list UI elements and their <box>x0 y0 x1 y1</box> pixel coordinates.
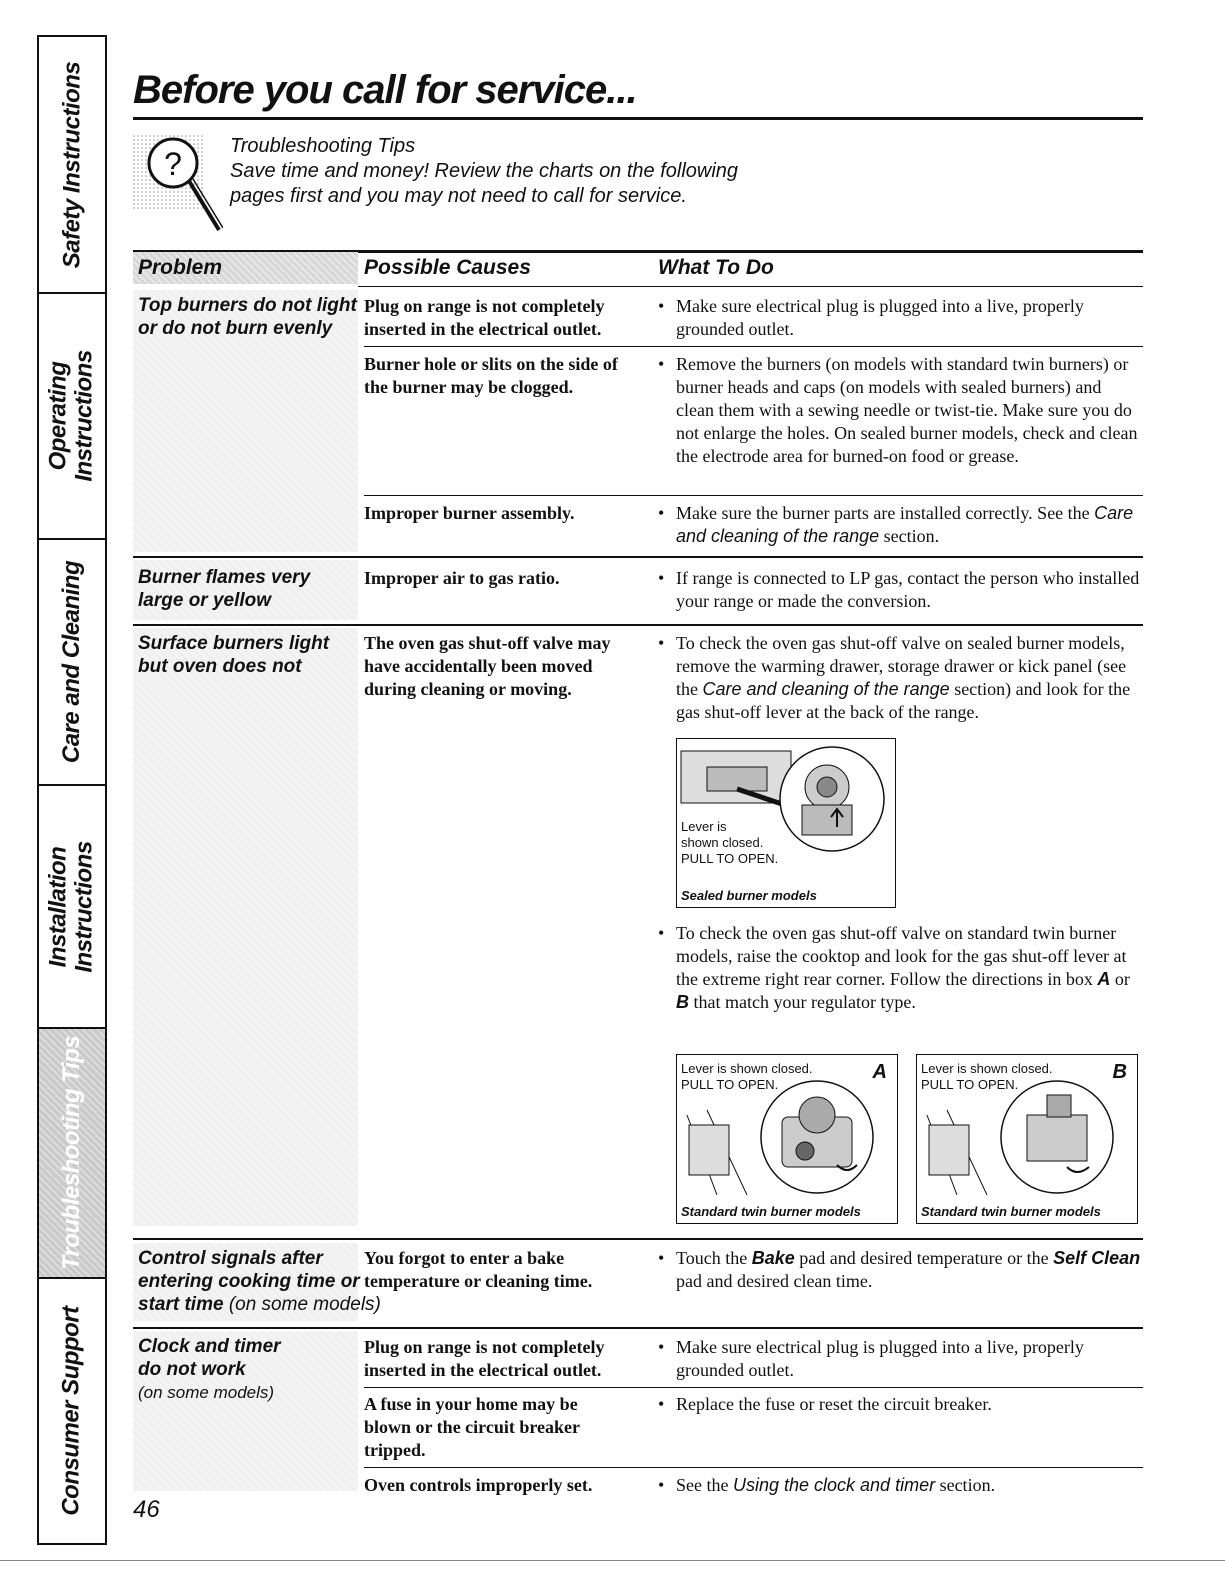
problem-text: Surface burners light <box>138 633 330 654</box>
todo-text: section) and look for the gas shut-off lever at the back of the range. <box>676 679 1131 722</box>
figure-letter: B <box>1112 1061 1127 1083</box>
todo-text: pad and desired temperature or the <box>799 1248 1049 1268</box>
tab-label: Operating Instructions <box>45 350 98 482</box>
figure-sealed-burner <box>676 738 896 908</box>
section-reference: Care and cleaning of the range <box>702 679 950 699</box>
problem-subnote: (on some models) <box>138 1383 275 1402</box>
tab-safety-instructions[interactable] <box>39 37 105 294</box>
intro-line: pages first and you may not need to call for service. <box>230 185 687 207</box>
problem-clock-timer <box>138 1335 281 1404</box>
cause-assembly: Improper burner assembly. <box>364 503 575 523</box>
cause-plug: Plug on range is not completely inserted in the electrical outlet. <box>364 296 605 339</box>
todo-text: Remove the burners (on models with standard twin burners) or burner heads and caps (on models with sealed burners) and clean them with a sewing needle or twist-tie. Make sure you do not enlarge the holes. On sealed burner models, check and clean the electrode area for burned-on food or grease. <box>676 354 1138 466</box>
problem-oven <box>138 632 329 678</box>
regulator-b-illustration-icon <box>917 1055 1136 1195</box>
row-divider <box>364 346 1143 347</box>
cause-plug: Plug on range is not completely inserted in the electrical outlet. <box>364 1337 605 1380</box>
figure-label: Lever is shown closed. <box>681 1061 813 1076</box>
figure-label: Lever is <box>681 819 727 834</box>
figure-label: PULL TO OPEN. <box>921 1077 1019 1092</box>
todo-text: section. <box>883 526 940 546</box>
todo-item <box>658 922 1143 1014</box>
cause-controls-set: Oven controls improperly set. <box>364 1475 593 1495</box>
bullet: • <box>658 1394 665 1414</box>
tab-label: Troubleshooting Tips <box>58 1035 86 1271</box>
todo-text: To check the oven gas shut-off valve on standard twin burner models, raise the cooktop and look for the gas shut-off lever at the extreme right rear corner. Follow the directions in box <box>676 923 1127 989</box>
todo-item <box>658 353 1143 468</box>
bullet: • <box>658 354 665 374</box>
cause-air-gas: Improper air to gas ratio. <box>364 568 560 588</box>
header-possible-causes: Possible Causes <box>364 256 531 279</box>
problem-top-burners <box>138 294 357 340</box>
todo-text: Replace the fuse or reset the circuit breaker. <box>676 1394 992 1414</box>
figure-caption: Sealed burner models <box>681 888 817 903</box>
problem-text: Control signals after <box>138 1248 323 1269</box>
todo-item <box>658 1393 1143 1416</box>
cause-shutoff-valve: The oven gas shut-off valve may have accidentally been moved during cleaning or moving. <box>364 633 611 699</box>
tab-consumer-support[interactable] <box>39 1279 105 1543</box>
pad-name: Self Clean <box>1053 1248 1141 1268</box>
tab-label: Safety Instructions <box>58 61 86 268</box>
intro-line: Save time and money! Review the charts on the following <box>230 160 739 182</box>
todo-text: Touch the <box>676 1248 748 1268</box>
todo-item <box>658 295 1143 341</box>
todo-text: pad and desired clean time. <box>676 1271 873 1291</box>
intro-heading: Troubleshooting Tips <box>230 135 416 157</box>
header-what-to-do: What To Do <box>658 256 774 279</box>
bullet: • <box>658 1337 665 1357</box>
figure-label: Lever is shown closed. <box>921 1061 1053 1076</box>
row-divider <box>364 1467 1143 1468</box>
section-reference: Care and cleaning of the range <box>676 503 1134 546</box>
problem-text: or do not burn evenly <box>138 318 333 339</box>
problem-cell-bg <box>133 628 358 1226</box>
todo-text: or <box>1114 969 1130 989</box>
todo-item <box>658 502 1143 548</box>
cause-clogged: Burner hole or slits on the side of the burner may be clogged. <box>364 354 618 397</box>
row-separator <box>133 1327 1143 1329</box>
bottom-edge-rule <box>0 1560 1225 1561</box>
cause-fuse: A fuse in your home may be blown or the circuit breaker tripped. <box>364 1394 580 1460</box>
todo-item <box>658 1336 1143 1382</box>
todo-text: If range is connected to LP gas, contact the person who installed your range or made the conversion. <box>676 568 1140 611</box>
problem-text: Burner flames very <box>138 567 311 588</box>
problem-text: Top burners do not light <box>138 295 357 316</box>
todo-text: that match your regulator type. <box>693 992 916 1012</box>
bullet: • <box>658 296 665 316</box>
box-letter: A <box>1097 969 1111 989</box>
problem-text: do not work <box>138 1359 246 1380</box>
row-separator <box>133 1238 1143 1240</box>
tab-operating-instructions[interactable] <box>39 294 105 540</box>
todo-item <box>658 1474 1143 1497</box>
title-rule <box>133 117 1143 120</box>
section-reference: Using the clock and timer <box>732 1475 936 1495</box>
svg-text:?: ? <box>164 146 182 182</box>
page-number: 46 <box>133 1496 160 1523</box>
tab-troubleshooting-tips[interactable] <box>39 1029 105 1279</box>
problem-text: but oven does not <box>138 656 302 677</box>
page-title: Before you call for service... <box>133 68 637 112</box>
problem-text: large or yellow <box>138 590 272 611</box>
problem-text: start time <box>138 1294 224 1315</box>
todo-item <box>658 567 1143 613</box>
section-sidebar <box>37 35 107 1545</box>
row-separator <box>133 624 1143 626</box>
troubleshooting-intro <box>230 134 738 209</box>
bullet: • <box>658 1475 665 1495</box>
figure-label: shown closed. <box>681 835 764 850</box>
tab-installation-instructions[interactable] <box>39 786 105 1029</box>
todo-text: Make sure electrical plug is plugged into a live, properly grounded outlet. <box>676 296 1084 339</box>
bullet: • <box>658 568 665 588</box>
troubleshooting-question-icon <box>133 135 223 235</box>
figure-box-a <box>676 1054 898 1224</box>
problem-subnote: (on some models) <box>228 1294 381 1315</box>
header-problem: Problem <box>138 256 223 279</box>
todo-item <box>658 1247 1143 1293</box>
figure-label: PULL TO OPEN. <box>681 851 779 866</box>
problem-text: Clock and timer <box>138 1336 281 1357</box>
bullet: • <box>658 633 665 653</box>
cause-forgot-temp: You forgot to enter a bake temperature or cleaning time. <box>364 1248 593 1291</box>
bullet: • <box>658 1248 665 1268</box>
regulator-a-illustration-icon <box>677 1055 896 1195</box>
todo-text: section. <box>939 1475 996 1495</box>
tab-care-and-cleaning[interactable] <box>39 540 105 786</box>
todo-text: Make sure electrical plug is plugged into a live, properly grounded outlet. <box>676 1337 1084 1380</box>
figure-box-b <box>916 1054 1138 1224</box>
figure-letter: A <box>872 1061 887 1083</box>
header-rule <box>358 286 1143 287</box>
bullet: • <box>658 503 665 523</box>
pad-name: Bake <box>751 1248 795 1268</box>
figure-caption: Standard twin burner models <box>681 1204 861 1219</box>
figure-caption: Standard twin burner models <box>921 1204 1101 1219</box>
problem-flames <box>138 566 310 612</box>
todo-text: To check the oven gas shut-off valve on sealed burner models, remove the warming drawer, storage drawer or kick panel (see the <box>676 633 1127 699</box>
row-divider <box>364 1387 1143 1388</box>
row-divider <box>364 495 1143 496</box>
tab-label: Installation Instructions <box>45 840 98 973</box>
todo-item <box>658 632 1143 724</box>
tab-label: Consumer Support <box>58 1306 85 1516</box>
todo-text: See the <box>676 1475 729 1495</box>
figure-label: PULL TO OPEN. <box>681 1077 779 1092</box>
todo-text: Make sure the burner parts are installed correctly. See the <box>676 503 1090 523</box>
box-letter: B <box>676 992 689 1012</box>
problem-text: entering cooking time or <box>138 1271 360 1292</box>
bullet: • <box>658 923 665 943</box>
row-separator <box>133 556 1143 558</box>
tab-label: Care and Cleaning <box>58 560 85 764</box>
problem-control-signals <box>138 1247 381 1316</box>
